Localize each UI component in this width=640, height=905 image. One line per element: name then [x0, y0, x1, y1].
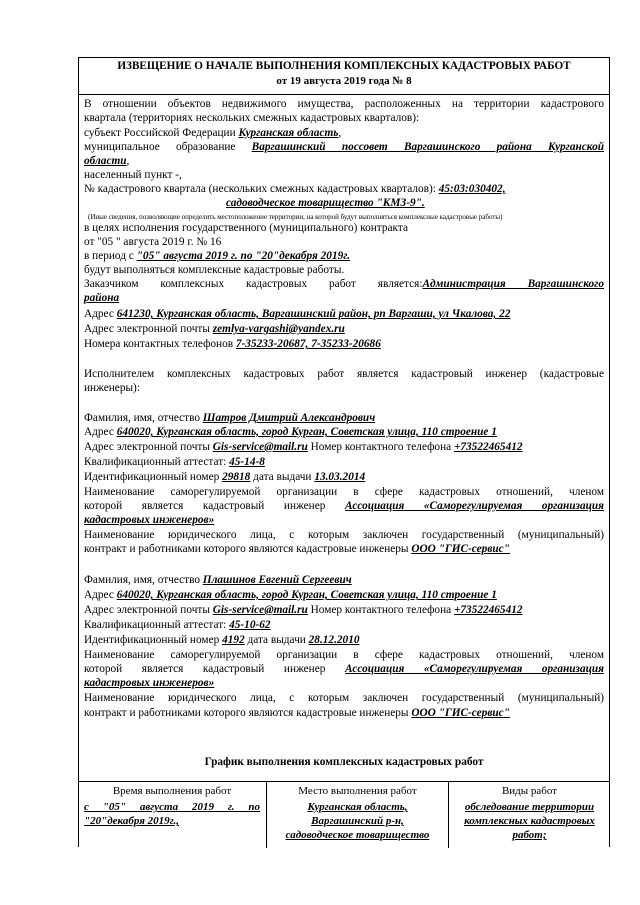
- schedule-place-value: садоводческое товарищество: [285, 829, 430, 841]
- schedule-time-value: "20"декабря 2019г.,: [84, 815, 180, 827]
- notice-header: [78, 57, 610, 95]
- idnum-label: Идентификационный номер: [84, 634, 223, 646]
- schedule-time-header: Время выполнения работ: [112, 785, 232, 797]
- schedule-kind-header: Виды работ: [501, 785, 558, 797]
- schedule-place-value: Курганская область,: [307, 801, 408, 813]
- schedule-kind-value: работ;: [512, 829, 547, 841]
- engineer2-address-row: [84, 588, 604, 602]
- municipality-row: [84, 140, 604, 154]
- engineer1-idnum: 29818: [222, 471, 251, 483]
- settlement-row: населенный пункт -,: [84, 169, 182, 181]
- legal-value: ООО "ГИС-сервис": [411, 543, 510, 555]
- customer-email: zemlya-vargashi@yandex.ru: [212, 323, 345, 335]
- schedule-title: График выполнения комплексных кадастровых работ: [204, 756, 484, 768]
- address-label: Адрес: [84, 589, 117, 601]
- schedule-time-cell: [78, 782, 266, 848]
- schedule-place-header: Место выполнения работ: [298, 785, 417, 797]
- contract-row: в целях исполнения государственного (муниципального) контракта: [84, 222, 408, 234]
- engineer1-email: Gis-service@mail.ru: [212, 441, 308, 453]
- engineer2-idnum: 4192: [222, 634, 245, 646]
- sro-label: которой является кадастровый инженер: [84, 500, 345, 512]
- schedule-table: [78, 781, 610, 847]
- email-label: Адрес электронной почты: [84, 323, 213, 335]
- engineer1-contacts-row: [84, 440, 604, 454]
- quarter-row: [84, 182, 604, 196]
- engineer1-fio-row: [84, 411, 604, 425]
- customer-address: 641230, Курганская область, Варгашинский район, рп Варгаши, ул Чкалова, 22: [116, 308, 511, 320]
- legal-line: Наименование юридического лица, с которым заключен государственный (муниципальный): [84, 692, 604, 704]
- customer-phones: 7-35233-20687, 7-35233-20686: [235, 338, 381, 350]
- works-row: будут выполняться комплексные кадастровые работы.: [84, 264, 345, 276]
- quarter-value: 45:03:030402,: [438, 183, 506, 195]
- engineer1-id-row: [84, 470, 604, 484]
- sro-value-cont: кадастровых инженеров»: [84, 677, 215, 689]
- phone-label: Номер контактного телефона: [307, 604, 454, 616]
- customer-phones-row: [84, 337, 604, 351]
- address-label: Адрес: [84, 426, 117, 438]
- engineer2-phone: +73522465412: [453, 604, 523, 616]
- customer-email-row: [84, 322, 604, 336]
- engineer1-address-row: [84, 425, 604, 439]
- cert-label: Квалификационный аттестат:: [84, 456, 230, 468]
- legal-line: Наименование юридического лица, с которым заключен государственный (муниципальный): [84, 529, 604, 541]
- engineer2-cert-row: [84, 618, 604, 632]
- issue-label: дата выдачи: [244, 634, 309, 646]
- customer-row: [84, 277, 604, 291]
- municipality-label: муниципальное образование: [84, 141, 252, 153]
- engineer2-issue-date: 28.12.2010: [308, 634, 360, 646]
- engineer2-email: Gis-service@mail.ru: [212, 604, 308, 616]
- customer-value: Администрация Варгашинского: [422, 278, 604, 290]
- intro-line: квартала (территориях нескольких смежных кадастровых кварталов):: [84, 112, 420, 124]
- engineer1-cert: 45-14-8: [229, 456, 265, 468]
- period-label: в период с: [84, 250, 137, 262]
- legal-line: [84, 542, 604, 556]
- schedule-time-value: с "05" августа 2019 г. по: [84, 801, 260, 813]
- municipality-value: Варгашинский поссовет Варгашинского района Курганской: [251, 141, 604, 153]
- schedule-place-cell: [266, 782, 448, 848]
- customer-value-cont: района: [84, 292, 120, 304]
- schedule-kind-value: обследование территории: [464, 801, 595, 813]
- sro-value: Ассоциация «Саморегулируемая организация: [344, 663, 604, 675]
- engineer1-phone: +73522465412: [453, 441, 523, 453]
- subject-value: Курганская область: [238, 127, 339, 139]
- quarter-label: № кадастрового квартала (нескольких смежных кадастровых кварталов):: [84, 183, 439, 195]
- customer-row-cont: [84, 291, 604, 305]
- legal-line: [84, 706, 604, 720]
- engineer2-fio: Плашинов Евгений Сергеевич: [202, 574, 352, 586]
- sro-value: Ассоциация «Саморегулируемая организация: [344, 500, 604, 512]
- engineer1-address: 640020, Курганская область, город Курган, Советская улица, 110 строение 1: [116, 426, 497, 438]
- sro-line: Наименование саморегулируемой организации в сфере кадастровых отношений, членом: [84, 649, 604, 661]
- engineer2-id-row: [84, 633, 604, 647]
- phones-label: Номера контактных телефонов: [84, 338, 236, 350]
- address-label: Адрес: [84, 308, 117, 320]
- location-note: (Иные сведения, позволяющие определить местоположение территории, на которой будут выполняться комплексные кадастровые работы): [88, 213, 503, 221]
- sro-line: Наименование саморегулируемой организации в сфере кадастровых отношений, членом: [84, 486, 604, 498]
- email-label: Адрес электронной почты: [84, 441, 213, 453]
- quarter-extra-value: садоводческое товарищество "КМЗ-9".: [226, 197, 425, 209]
- legal-label: контракт и работниками которого являются кадастровые инженеры: [84, 543, 412, 555]
- fio-label: Фамилия, имя, отчество: [84, 574, 203, 586]
- notice-title: ИЗВЕЩЕНИЕ О НАЧАЛЕ ВЫПОЛНЕНИЯ КОМПЛЕКСНЫХ КАДАСТРОВЫХ РАБОТ: [117, 60, 571, 72]
- schedule-place-value: Варгашинский р-н,: [311, 815, 404, 827]
- issue-label: дата выдачи: [250, 471, 315, 483]
- sro-line: [84, 662, 604, 676]
- idnum-label: Идентификационный номер: [84, 471, 223, 483]
- subject-label: субъект Российской Федерации: [84, 127, 239, 139]
- intro-line: В отношении объектов недвижимого имущества, расположенных на территории кадастрового: [84, 98, 604, 110]
- executor-line: Исполнителем комплексных кадастровых работ является кадастровый инженер (кадастровые: [84, 368, 604, 380]
- customer-label: Заказчиком комплексных кадастровых работ является:: [84, 278, 423, 290]
- engineer2-fio-row: [84, 573, 604, 587]
- period-row: [84, 249, 604, 263]
- phone-label: Номер контактного телефона: [307, 441, 454, 453]
- cert-label: Квалификационный аттестат:: [84, 619, 230, 631]
- sro-line: [84, 676, 604, 690]
- contract-date-row: от "05 " августа 2019 г. № 16: [84, 236, 222, 248]
- subject-row: субъект Российской Федерации Курганская область,: [84, 127, 342, 139]
- legal-label: контракт и работниками которого являются кадастровые инженеры: [84, 707, 412, 719]
- quarter-extra: [226, 196, 425, 210]
- sro-value-cont: кадастровых инженеров»: [84, 514, 215, 526]
- notice-date-number: от 19 августа 2019 года № 8: [276, 75, 412, 87]
- email-label: Адрес электронной почты: [84, 604, 213, 616]
- fio-label: Фамилия, имя, отчество: [84, 412, 203, 424]
- municipality-value-cont: области: [84, 155, 127, 167]
- sro-line: [84, 499, 604, 513]
- engineer1-fio: Шатров Дмитрий Александрович: [202, 412, 376, 424]
- engineer2-address: 640020, Курганская область, город Курган, Советская улица, 110 строение 1: [116, 589, 497, 601]
- executor-line: инженеры):: [84, 382, 140, 394]
- engineer1-cert-row: [84, 455, 604, 469]
- period-value: "05" августа 2019 г. по "20"декабря 2019г.: [136, 250, 351, 262]
- engineer1-issue-date: 13.03.2014: [314, 471, 366, 483]
- municipality-row-cont: области,: [84, 155, 130, 167]
- sro-label: которой является кадастровый инженер: [84, 663, 345, 675]
- schedule-kind-cell: [448, 782, 610, 848]
- engineer2-contacts-row: [84, 603, 604, 617]
- legal-value: ООО "ГИС-сервис": [411, 707, 510, 719]
- engineer2-cert: 45-10-62: [229, 619, 271, 631]
- customer-address-row: [84, 307, 604, 321]
- schedule-kind-value: комплексных кадастровых: [464, 815, 595, 827]
- sro-line: [84, 513, 604, 527]
